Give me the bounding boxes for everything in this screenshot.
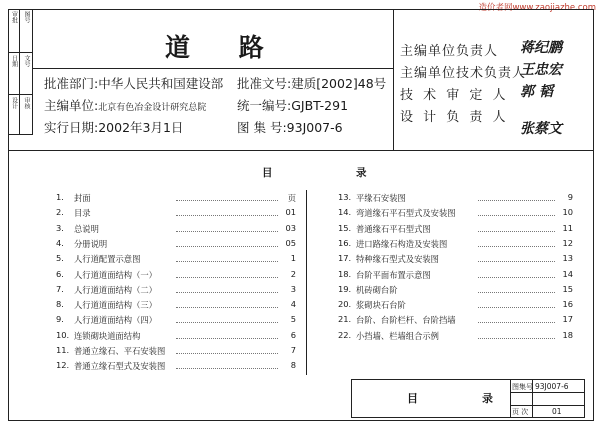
approval-doc-no: 批准文号:建质[2002]48号: [237, 76, 387, 91]
toc-entry-number: 22.: [338, 329, 352, 340]
toc-leader-dots: [176, 292, 278, 293]
toc-entry-number: 21.: [338, 314, 352, 325]
toc-entry-page: 10: [562, 207, 573, 218]
toc-leader-dots: [478, 307, 555, 308]
toc-entry-page: 18: [562, 329, 573, 340]
role-label: 设 计 负 责 人: [400, 110, 509, 125]
title-block-name-left: 目: [407, 392, 418, 405]
role-label: 主编单位技术负责人: [400, 66, 527, 81]
toc-entry-title: 封面: [74, 193, 91, 203]
toc-leader-dots: [176, 307, 278, 308]
toc-entry-title: 人行道道面结构（三）: [74, 300, 157, 311]
toc-entry-number: 15.: [338, 222, 352, 233]
toc-entry-page: 13: [562, 253, 573, 264]
toc-entry-page: 5: [290, 314, 296, 325]
toc-entry-title: 人行道配置示意图: [74, 254, 141, 265]
toc-entry-number: 7.: [56, 283, 64, 294]
toc-entry-title: 普通缘石平石型式图: [356, 223, 431, 234]
toc-entry-title: 平缘石安装图: [356, 193, 406, 203]
title-block: [351, 379, 585, 418]
toc-entry-page: 03: [285, 222, 296, 233]
toc-leader-dots: [176, 200, 278, 201]
toc-entry-title: 进口路缘石构造及安装图: [356, 238, 448, 249]
toc-entry-number: 11.: [56, 345, 70, 355]
toc-entry-title: 总说明: [74, 223, 99, 234]
toc-entry-number: 1.: [56, 192, 64, 202]
toc-entry-title: 人行道道面结构（一）: [74, 269, 157, 280]
toc-entry-title: 机砖砌台阶: [356, 284, 398, 295]
toc-entry-page: 14: [562, 268, 573, 279]
implementation-date: 实行日期:2002年3月1日: [44, 120, 184, 135]
toc-entry-number: 13.: [338, 192, 352, 202]
toc-entry-number: 6.: [56, 268, 64, 279]
atlas-label: 图集号: [512, 383, 533, 391]
divider: [33, 68, 393, 69]
toc-leader-dots: [478, 292, 555, 293]
page-value: 01: [552, 407, 562, 416]
document-title: 道 路: [165, 33, 284, 62]
toc-entry-page: 11: [562, 222, 573, 233]
toc-entry-page: 12: [562, 237, 573, 248]
watermark-text: 造价者网www.zaojiazhe.com: [478, 3, 596, 13]
toc-entry-title: 浆砌块石台阶: [356, 300, 406, 311]
signature: 郭 韬: [520, 84, 553, 100]
toc-entry-page: 8: [290, 360, 296, 371]
signature: 蒋纪鹏: [520, 40, 562, 56]
toc-entry-title: 特种缘石型式及安装图: [356, 254, 439, 265]
toc-leader-dots: [176, 368, 278, 369]
toc-leader-dots: [176, 231, 278, 232]
toc-leader-dots: [478, 277, 555, 278]
toc-leader-dots: [176, 277, 278, 278]
toc-entry-title: 小挡墙、栏墙组合示例: [356, 330, 439, 341]
toc-entry-title: 连锁砌块道面结构: [74, 330, 141, 341]
toc-leader-dots: [176, 322, 278, 323]
toc-entry-title: 人行道道面结构（二）: [74, 284, 157, 295]
divider: [393, 9, 394, 150]
side-strip: [8, 9, 33, 135]
toc-entry-page: 01: [285, 207, 296, 218]
toc-entry-number: 2.: [56, 207, 64, 218]
toc-entry-number: 10.: [56, 329, 70, 340]
toc-entry-number: 8.: [56, 299, 64, 310]
toc-leader-dots: [478, 246, 555, 247]
side-cell: 设计: [8, 95, 20, 135]
unified-no: 统一编号:GJBT-291: [237, 98, 349, 113]
toc-entry-page: 1: [290, 253, 296, 264]
atlas-value: 93J007-6: [535, 382, 569, 391]
toc-entry-number: 3.: [56, 222, 64, 233]
toc-entry-title: 弯道缘石平石型式及安装图: [356, 208, 456, 219]
approve-dept: 批准部门:中华人民共和国建设部: [44, 76, 224, 91]
toc-leader-dots: [478, 200, 555, 201]
toc-entry-page: 4: [290, 299, 296, 310]
toc-column-divider: [306, 190, 307, 375]
toc-entry-page: 15: [562, 283, 573, 294]
toc-entry-number: 16.: [338, 237, 352, 248]
toc-entry-title: 人行道道面结构（四）: [74, 315, 157, 326]
toc-entry-page: 17: [562, 314, 573, 325]
toc-entry-number: 17.: [338, 253, 352, 264]
toc-leader-dots: [478, 231, 555, 232]
toc-entry-page: 16: [562, 299, 573, 310]
toc-entry-title: 分册说明: [74, 238, 108, 249]
toc-entry-title: 普通立缘石型式及安装图: [74, 361, 166, 372]
toc-entry-title: 普通立缘石、平石安装图: [74, 346, 166, 356]
signature: 张蔡文: [520, 121, 562, 137]
toc-entry-title: 台阶、台阶栏杆、台阶挡墙: [356, 315, 456, 326]
toc-entry-number: 9.: [56, 314, 64, 325]
toc-leader-dots: [176, 338, 278, 339]
side-cell: 文号: [20, 53, 32, 95]
toc-heading-right: 录: [356, 167, 367, 179]
toc-leader-dots: [478, 261, 555, 262]
toc-entry-number: 5.: [56, 253, 64, 264]
divider: [8, 150, 594, 151]
side-cell: 审批: [8, 9, 20, 53]
signature: 王忠宏: [520, 62, 562, 78]
toc-heading-left: 目: [262, 167, 273, 179]
toc-entry-page: 2: [290, 268, 296, 279]
toc-entry-number: 12.: [56, 360, 70, 371]
toc-entry-number: 20.: [338, 299, 352, 310]
toc-entry-page: 6: [290, 329, 296, 340]
toc-leader-dots: [478, 322, 555, 323]
divider: [510, 380, 511, 417]
toc-entry-number: 14.: [338, 207, 352, 218]
side-cell: 日期: [8, 53, 20, 95]
chief-unit: 主编单位:北京有色冶金设计研究总院: [44, 98, 207, 113]
side-cell: 图号: [20, 9, 32, 53]
toc-entry-number: 4.: [56, 237, 64, 248]
toc-leader-dots: [176, 246, 278, 247]
toc-entry-page: 页: [287, 193, 296, 203]
toc-entry-title: 台阶平面布置示意图: [356, 269, 431, 280]
toc-leader-dots: [478, 215, 555, 216]
toc-leader-dots: [478, 338, 555, 339]
role-label: 主编单位负责人: [400, 44, 499, 59]
atlas-number: 图 集 号:93J007-6: [237, 120, 343, 135]
role-label: 技 术 审 定 人: [400, 88, 509, 103]
page-label: 页 次: [512, 408, 529, 416]
side-cell: 审核: [20, 95, 32, 135]
divider: [510, 392, 584, 393]
toc-entry-page: 05: [285, 237, 296, 248]
toc-entry-page: 9: [567, 192, 573, 202]
toc-entry-number: 19.: [338, 283, 352, 294]
toc-entry-number: 18.: [338, 268, 352, 279]
toc-entry-page: 7: [290, 345, 296, 355]
divider: [510, 405, 584, 406]
toc-leader-dots: [176, 261, 278, 262]
toc-leader-dots: [176, 353, 278, 354]
toc-entry-title: 目录: [74, 208, 91, 219]
toc-leader-dots: [176, 215, 278, 216]
title-block-name-right: 录: [482, 392, 493, 405]
toc-entry-page: 3: [290, 283, 296, 294]
